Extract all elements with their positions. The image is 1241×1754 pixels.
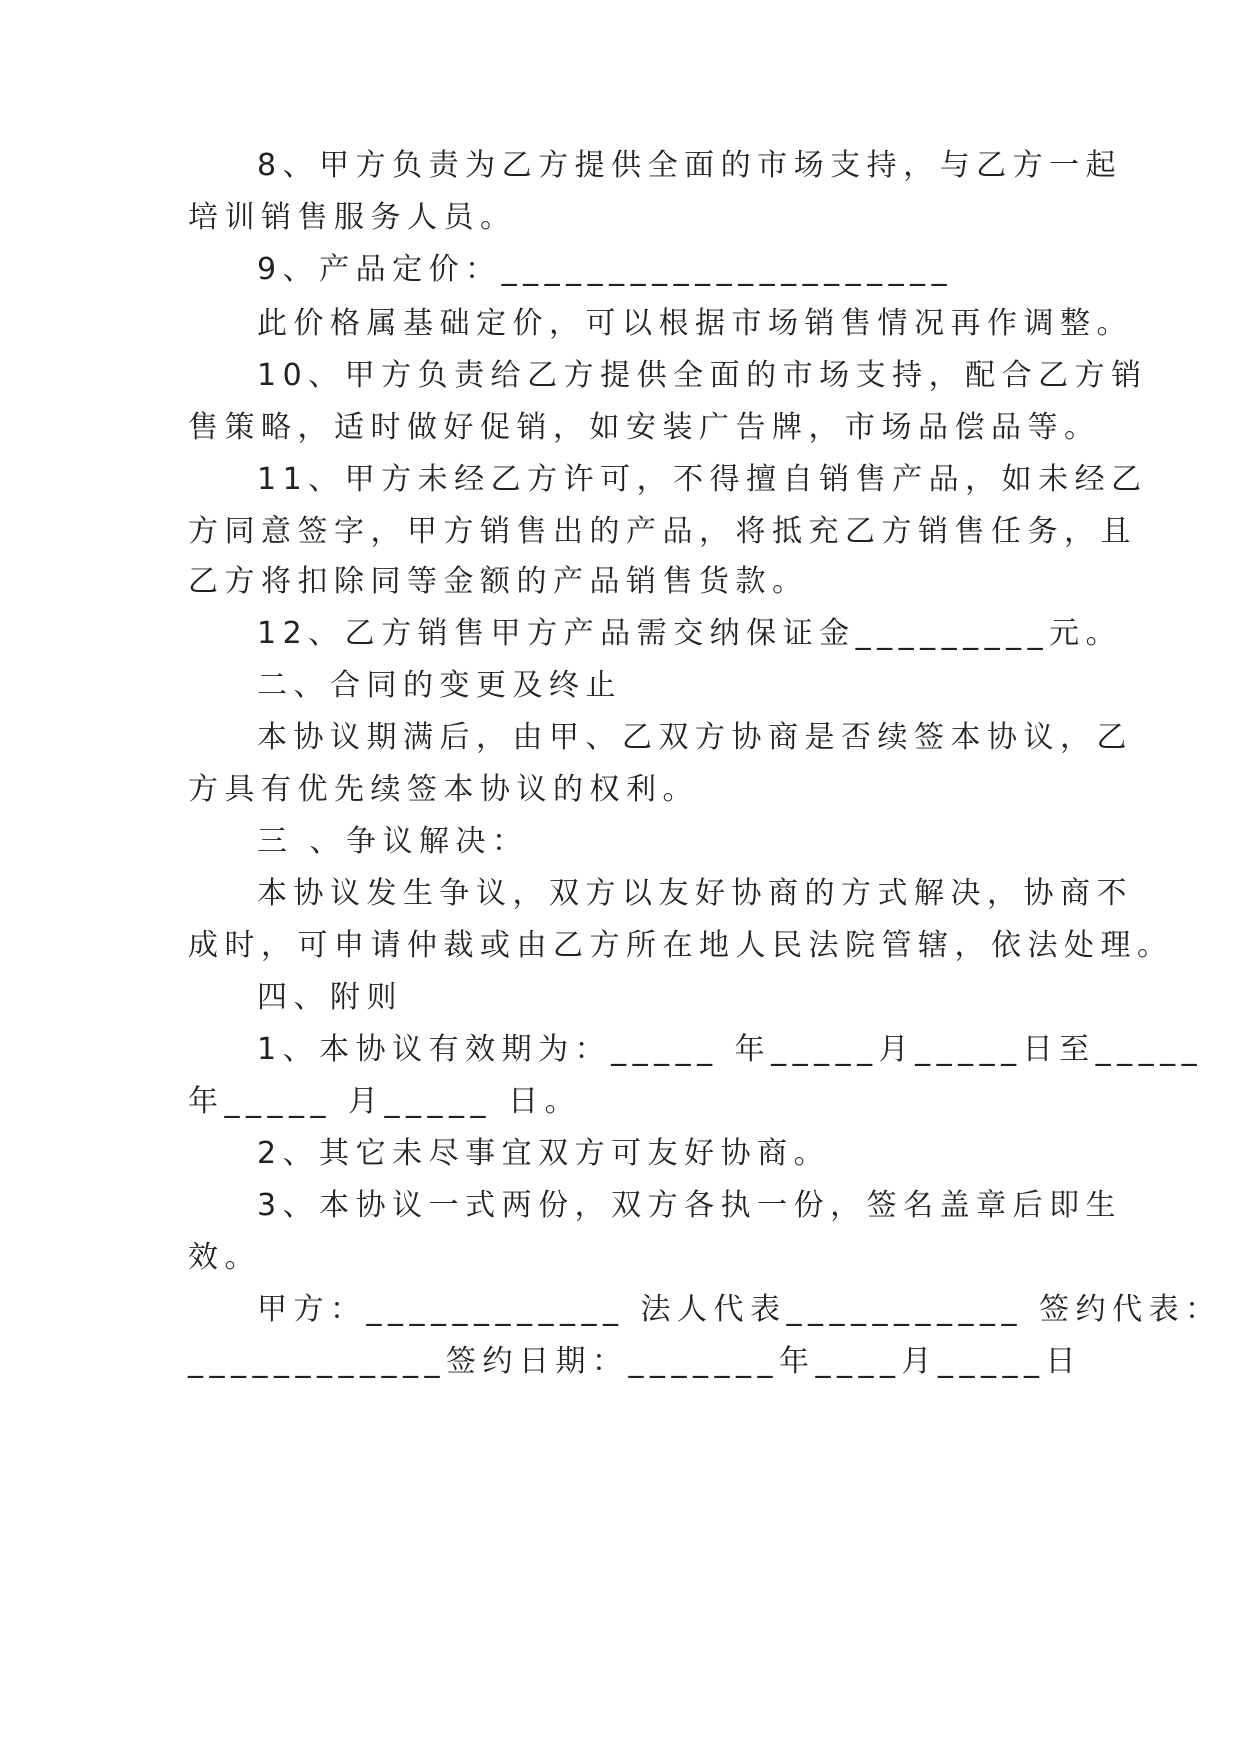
section-3-para-line-1: 本协议发生争议，双方以友好协商的方式解决，协商不 bbox=[257, 876, 1133, 911]
clause-8-line-1: 8、甲方负责为乙方提供全面的市场支持，与乙方一起 bbox=[257, 148, 1123, 183]
section-4-heading: 四、附则 bbox=[257, 980, 403, 1015]
clause-11-line-3: 乙方将扣除同等金额的产品销售货款。 bbox=[188, 564, 809, 599]
appendix-1-line-1: 1、本协议有效期为：_____ 年_____月_____日至_____ bbox=[257, 1032, 1204, 1067]
pricing-note: 此价格属基础定价，可以根据市场销售情况再作调整。 bbox=[257, 306, 1133, 341]
clause-10-line-2: 售策略，适时做好促销，如安装广告牌，市场品偿品等。 bbox=[188, 410, 1101, 445]
clause-11-line-2: 方同意签字，甲方销售出的产品，将抵充乙方销售任务，且 bbox=[188, 514, 1137, 549]
clause-10-line-1: 10、甲方负责给乙方提供全面的市场支持，配合乙方销 bbox=[257, 358, 1148, 393]
section-2-para-line-1: 本协议期满后，由甲、乙双方协商是否续签本协议，乙 bbox=[257, 720, 1133, 755]
appendix-2: 2、其它未尽事宜双方可友好协商。 bbox=[257, 1136, 831, 1171]
section-2-para-line-2: 方具有优先续签本协议的权利。 bbox=[188, 772, 699, 807]
section-3-heading: 三 、争议解决： bbox=[257, 824, 529, 859]
clause-9-pricing: 9、产品定价：_____________________ bbox=[257, 252, 954, 287]
clause-12-deposit: 12、乙方销售甲方产品需交纳保证金_________元。 bbox=[257, 616, 1123, 651]
section-3-para-line-2: 成时，可申请仲裁或由乙方所在地人民法院管辖，依法处理。 bbox=[188, 928, 1174, 963]
clause-11-line-1: 11、甲方未经乙方许可，不得擅自销售产品，如未经乙 bbox=[257, 462, 1148, 497]
appendix-1-line-2: 年_____ 月_____ 日。 bbox=[188, 1084, 582, 1119]
clause-8-line-2: 培训销售服务人员。 bbox=[188, 200, 517, 235]
section-2-heading: 二、合同的变更及终止 bbox=[257, 668, 622, 703]
signature-line-1: 甲方：____________ 法人代表___________ 签约代表： bbox=[257, 1292, 1222, 1327]
signature-line-2: ____________签约日期：_______年____月_____日 bbox=[188, 1344, 1082, 1379]
appendix-3-line-1: 3、本协议一式两份，双方各执一份，签名盖章后即生 bbox=[257, 1188, 1123, 1223]
appendix-3-line-2: 效。 bbox=[188, 1240, 261, 1275]
